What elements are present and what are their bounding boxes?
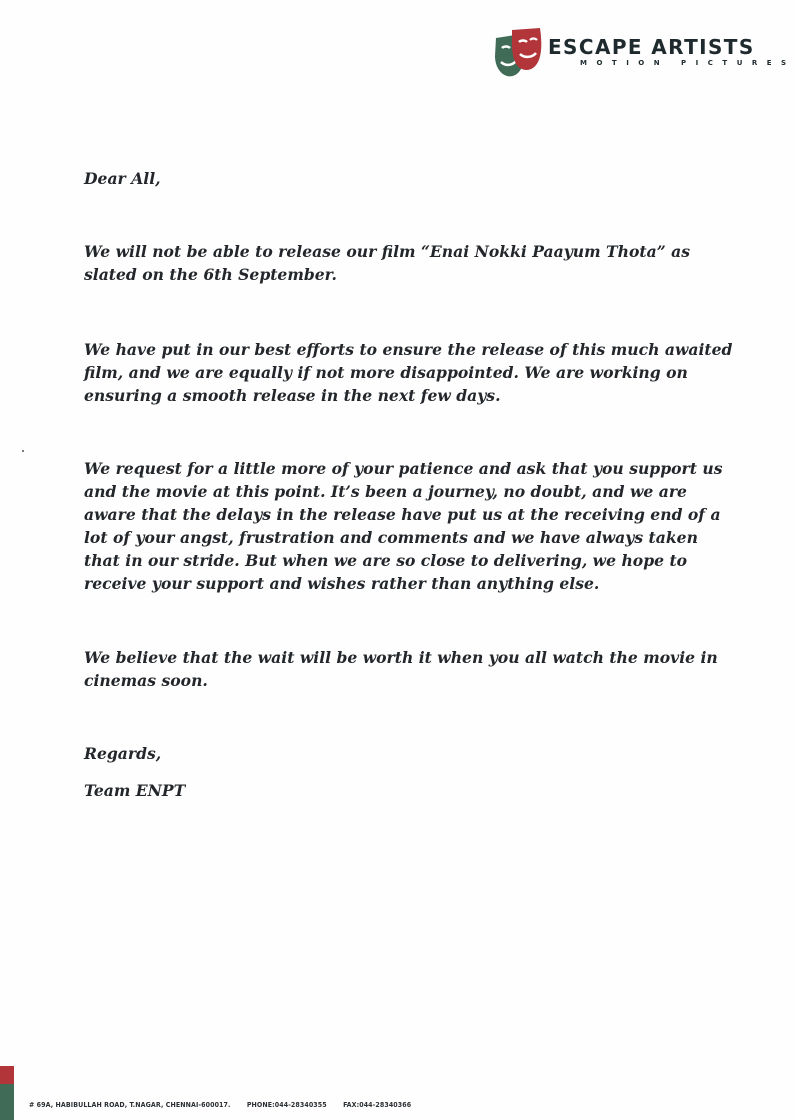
paragraph-efforts <box>84 338 733 407</box>
paragraph-line: slated on the 6th September. <box>84 265 337 284</box>
closing: Regards, <box>84 744 162 763</box>
paragraph-line: receive your support and wishes rather than anything else. <box>84 574 600 593</box>
mask-logo-icon <box>492 24 544 80</box>
paragraph-line: cinemas soon. <box>84 671 208 690</box>
paragraph-line: We believe that the wait will be worth it when you all watch the movie in <box>84 648 718 667</box>
paragraph-line: lot of your angst, frustration and comments and we have always taken <box>84 528 698 547</box>
footer-address: # 69A, HABIBULLAH ROAD, T.NAGAR, CHENNAI-600017. <box>29 1101 231 1109</box>
paragraph-release-delay <box>84 240 724 286</box>
logo-title: ESCAPE ARTISTS <box>548 35 755 59</box>
paragraph-line: aware that the delays in the release have put us at the receiving end of a <box>84 505 721 524</box>
paragraph-request <box>84 457 724 595</box>
paragraph-line: We have put in our best efforts to ensure the release of this much awaited <box>84 340 733 359</box>
paragraph-line: We request for a little more of your patience and ask that you support us <box>84 459 723 478</box>
paragraph-line: film, and we are equally if not more disappointed. We are working on <box>84 363 688 382</box>
footer-green-block <box>0 1084 14 1120</box>
footer-fax: FAX:044-28340366 <box>343 1101 412 1109</box>
paragraph-line: that in our stride. But when we are so close to delivering, we hope to <box>84 551 688 570</box>
paragraph-belief <box>84 646 724 692</box>
footer-contact <box>29 1101 425 1109</box>
signature: Team ENPT <box>84 781 186 800</box>
footer-red-block <box>0 1066 14 1084</box>
scan-speck <box>22 450 24 452</box>
logo-subtitle: MOTION PICTURES <box>580 59 796 67</box>
footer-color-bar <box>0 1066 14 1120</box>
paragraph-line: and the movie at this point. It’s been a journey, no doubt, and we are <box>84 482 687 501</box>
paragraph-line: We will not be able to release our film “Enai Nokki Paayum Thota” as <box>84 242 690 261</box>
footer-phone: PHONE:044-28340355 <box>246 1101 327 1109</box>
paragraph-line: ensuring a smooth release in the next few days. <box>84 386 501 405</box>
salutation: Dear All, <box>84 169 161 188</box>
company-logo <box>492 24 796 82</box>
